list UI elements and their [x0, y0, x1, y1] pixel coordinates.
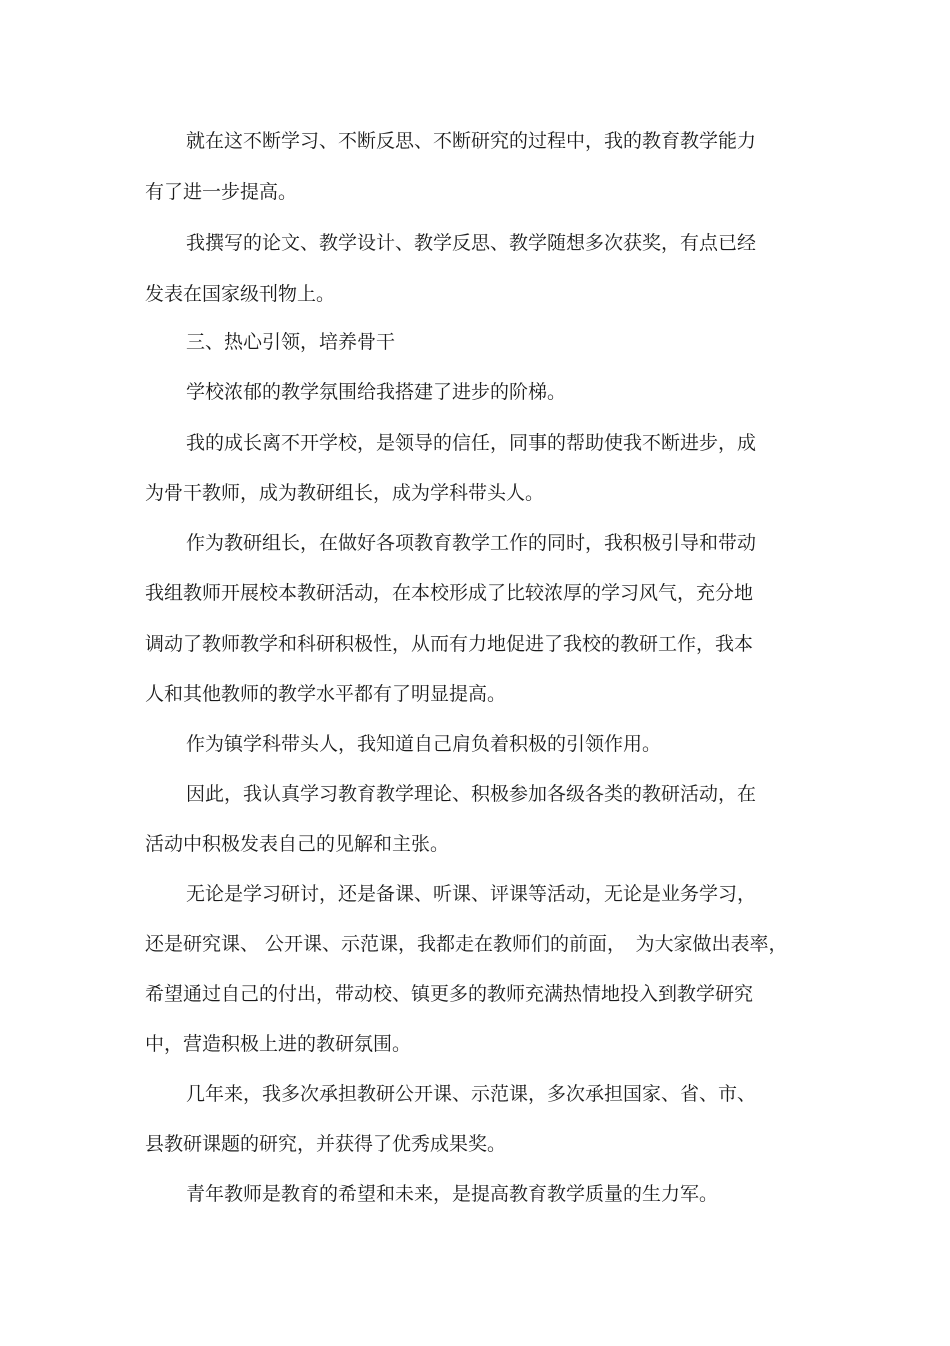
- text-line: 作为教研组长，在做好各项教育教学工作的同时，我积极引导和带动: [186, 532, 757, 554]
- text-line: 县教研课题的研究，并获得了优秀成果奖。: [145, 1133, 507, 1155]
- text-line: 发表在国家级刊物上。: [145, 283, 336, 305]
- text-line: 希望通过自己的付出，带动校、镇更多的教师充满热情地投入到教学研究: [145, 983, 754, 1005]
- text-line: 调动了教师教学和科研积极性，从而有力地促进了我校的教研工作，我本: [145, 633, 754, 655]
- text-line: 作为镇学科带头人，我知道自己肩负着积极的引领作用。: [186, 733, 662, 755]
- text-line: 为骨干教师，成为教研组长，成为学科带头人。: [145, 482, 545, 504]
- text-line: 因此，我认真学习教育教学理论、积极参加各级各类的教研活动，在: [186, 783, 757, 805]
- text-line: 几年来，我多次承担教研公开课、示范课，多次承担国家、省、市、: [186, 1083, 757, 1105]
- text-line: 无论是学习研讨，还是备课、听课、评课等活动，无论是业务学习，: [186, 883, 757, 905]
- text-line: 有了进一步提高。: [145, 181, 298, 203]
- text-line: 活动中积极发表自己的见解和主张。: [145, 833, 450, 855]
- text-line: 我撰写的论文、教学设计、教学反思、教学随想多次获奖，有点已经: [186, 232, 757, 254]
- text-line: 中，营造积极上进的教研氛围。: [145, 1033, 412, 1055]
- text-line: 我组教师开展校本教研活动，在本校形成了比较浓厚的学习风气，充分地: [145, 582, 754, 604]
- text-line: 人和其他教师的教学水平都有了明显提高。: [145, 683, 507, 705]
- text-line: 我的成长离不开学校，是领导的信任，同事的帮助使我不断进步，成: [186, 432, 757, 454]
- text-line: 学校浓郁的教学氛围给我搭建了进步的阶梯。: [186, 381, 567, 403]
- text-line: 就在这不断学习、不断反思、不断研究的过程中，我的教育教学能力: [186, 130, 757, 152]
- section-heading: 三、热心引领，培养骨干: [186, 331, 396, 353]
- text-line: 青年教师是教育的希望和未来，是提高教育教学质量的生力军。: [186, 1183, 719, 1205]
- text-line: 还是研究课、 公开课、示范课，我都走在教师们的前面， 为大家做出表率，: [145, 933, 788, 955]
